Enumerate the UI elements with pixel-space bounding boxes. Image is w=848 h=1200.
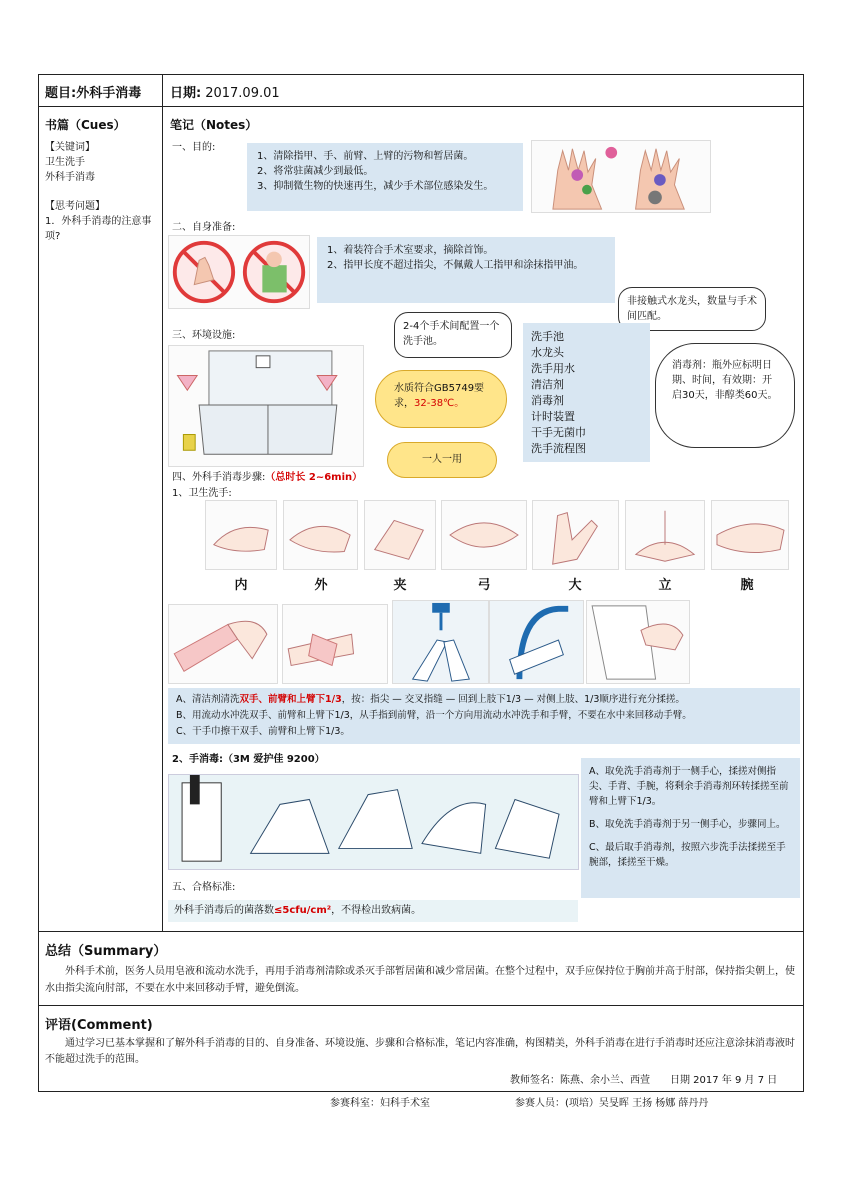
- disinfect-step-c: C、最后取手消毒剂，按照六步洗手法揉搓至手腕部，揉搓至干燥。: [589, 842, 786, 868]
- towel-dry-illustration: [586, 600, 690, 684]
- keyword-2: 外科手消毒: [45, 172, 95, 183]
- s5-text-suffix: ，不得检出致病菌。: [331, 905, 422, 916]
- facility-list: [523, 323, 650, 462]
- notes-title: 笔记（Notes）: [170, 118, 258, 132]
- bubble-water-text: 水质符合GB5749要求，: [394, 383, 485, 409]
- germ-hands-illustration: [531, 140, 711, 213]
- s5-standard: [168, 900, 578, 922]
- wash-step-a-suffix: ，按：指尖 — 交叉指缝 — 回到上肢下1/3 — 对侧上肢、1/3顺序进行充分揉搓。: [341, 694, 685, 705]
- s2-item-1: 1、着装符合手术室要求，摘除首饰。: [327, 245, 494, 256]
- s4-total-time: （总时长 2~6min）: [265, 472, 363, 483]
- wash-step-a-red: 双手、前臂和上臂下1/3: [239, 694, 342, 705]
- summary-title: 总结（Summary）: [45, 944, 167, 959]
- bubble-faucet: 非接触式水龙头，数量与手术间匹配。: [618, 287, 766, 331]
- wash-step-a-prefix: A、清洁剂清洗: [176, 694, 240, 705]
- bubble-disinfectant: 消毒剂：瓶外应标明日期、时间，有效期：开启30天，非醇类60天。: [655, 343, 795, 448]
- s1-title: 一、目的:: [172, 142, 216, 153]
- wash-step-c: C、干手巾擦干双手、前臂和上臂下1/3。: [176, 726, 350, 737]
- step-label: 外: [314, 578, 328, 593]
- step-label: 腕: [740, 578, 754, 593]
- facility-item: 水龙头: [531, 346, 564, 359]
- handwash-step-back: [283, 500, 358, 570]
- cue-column-divider: [162, 74, 163, 931]
- step-labels-row: [205, 574, 789, 592]
- forearm-scrub-illustration: [282, 604, 388, 684]
- s3-title: 三、环境设施:: [172, 330, 236, 341]
- s5-text-red: ≤5cfu/cm²: [274, 905, 332, 916]
- s4-sub2: 2、手消毒:（3M 爱护佳 9200）: [172, 754, 325, 765]
- bubble-water: [375, 370, 507, 428]
- facility-item: 洗手用水: [531, 362, 575, 375]
- date-value: 2017.09.01: [205, 86, 280, 101]
- facility-item: 计时装置: [531, 410, 575, 423]
- s1-item-1: 1、清除指甲、手、前臂、上臂的污物和暂居菌。: [257, 151, 474, 162]
- summary-divider: [38, 931, 804, 932]
- facility-item: 消毒剂: [531, 394, 564, 407]
- facility-item: 洗手池: [531, 330, 564, 343]
- facility-item: 清洁剂: [531, 378, 564, 391]
- question-1: 1．外科手消毒的注意事项?: [45, 216, 152, 242]
- s1-box: [247, 143, 523, 211]
- facility-item: 洗手流程图: [531, 442, 586, 455]
- footer-members: 参赛人员：(项培）吴旻晖 王扬 杨娜 薛丹丹: [515, 1098, 709, 1109]
- handwash-steps-row: [205, 500, 789, 572]
- handwash-step-fingertips: [625, 500, 705, 570]
- wash-step-b: B、用流动水冲洗双手、前臂和上臂下1/3，从手指到前臂，沿一个方向用流动水冲洗手和手臂，不要在水中来回移动手臂。: [176, 710, 692, 721]
- bubble-towel: 一人一用: [387, 442, 497, 478]
- disinfection-steps: [581, 758, 800, 898]
- keywords-title: 【关键词】: [45, 142, 95, 153]
- comment-divider: [38, 1005, 804, 1006]
- header-divider: [38, 106, 804, 107]
- s4-title: [172, 470, 362, 485]
- keyword-1: 卫生洗手: [45, 157, 85, 168]
- s2-title: 二、自身准备:: [172, 222, 236, 233]
- step-label: 大: [568, 578, 582, 593]
- handwash-step-wrist: [711, 500, 789, 570]
- handwash-step-interlace: [364, 500, 436, 570]
- s2-item-2: 2、指甲长度不超过指尖，不佩戴人工指甲和涂抹指甲油。: [327, 260, 584, 271]
- step-label: 内: [234, 578, 248, 593]
- cues-keywords: [45, 140, 157, 244]
- comment-title: 评语(Comment): [45, 1018, 153, 1033]
- arm-rinse-illustration: [489, 600, 584, 684]
- handwash-step-palm: [205, 500, 277, 570]
- questions-title: 【思考问题】: [45, 201, 105, 212]
- s5-text-prefix: 外科手消毒后的菌落数: [174, 905, 274, 916]
- s1-item-3: 3、抑制微生物的快速再生，减少手术部位感染发生。: [257, 181, 494, 192]
- date-label-text: 日期:: [170, 86, 202, 101]
- disinfection-illustrations: [168, 774, 579, 870]
- sink-illustration: [168, 345, 364, 467]
- comment-signature: 教师签名：陈燕、余小兰、西萱 日期 2017 年 9 月 7 日: [510, 1075, 778, 1086]
- arm-scrub-illustration: [168, 604, 278, 684]
- handwash-step-knuckle: [441, 500, 527, 570]
- handwash-step-thumb: [532, 500, 619, 570]
- cues-title: 书篇（Cues）: [45, 118, 126, 132]
- s4-sub1: 1、卫生洗手:: [172, 488, 232, 499]
- disinfect-step-b: B、取免洗手消毒剂于另一侧手心，步骤同上。: [589, 819, 786, 830]
- bubble-water-temp: 32-38℃。: [414, 398, 465, 409]
- summary-text: 外科手术前，医务人员用皂液和流动水洗手，再用手消毒剂清除或杀灭手部暂居菌和减少常居菌。在整个过程中，双手应保持位于胸前并高于肘部，保持指尖朝上，使水由指尖流向肘部，不要在水中来回移动手臂，避免倒流。: [45, 966, 795, 994]
- step-label: 弓: [477, 578, 491, 593]
- s2-box: [317, 237, 615, 303]
- step-label: 立: [658, 578, 672, 593]
- s5-title: 五、合格标准:: [172, 882, 236, 893]
- comment-text: 通过学习已基本掌握和了解外科手消毒的目的、自身准备、环境设施、步骤和合格标准，笔记内容准确，构图精美，外科手消毒在进行手消毒时还应注意涂抹消毒液时不能超过洗手的范围。: [45, 1038, 795, 1065]
- disinfect-step-a: A、取免洗手消毒剂于一侧手心，揉搓对侧指尖、手背、手腕，将剩余手消毒剂环转揉搓至前臂和上臂下1/3。: [589, 766, 789, 807]
- facility-item: 干手无菌巾: [531, 426, 586, 439]
- bubble-sink: 2-4个手术间配置一个洗手池。: [394, 312, 512, 358]
- date-label: [170, 82, 280, 101]
- faucet-rinse-illustration: [392, 600, 489, 684]
- wash-step-a: [176, 692, 792, 708]
- wash-instructions: [168, 688, 800, 744]
- topic-title: 题目:外科手消毒: [45, 86, 142, 101]
- footer-department: 参赛科室：妇科手术室: [330, 1098, 430, 1109]
- step-label: 夹: [393, 578, 407, 593]
- s4-title-text: 四、外科手消毒步骤:: [172, 472, 266, 483]
- s1-item-2: 2、将常驻菌减少到最低。: [257, 166, 374, 177]
- no-jewelry-illustration: [168, 235, 310, 309]
